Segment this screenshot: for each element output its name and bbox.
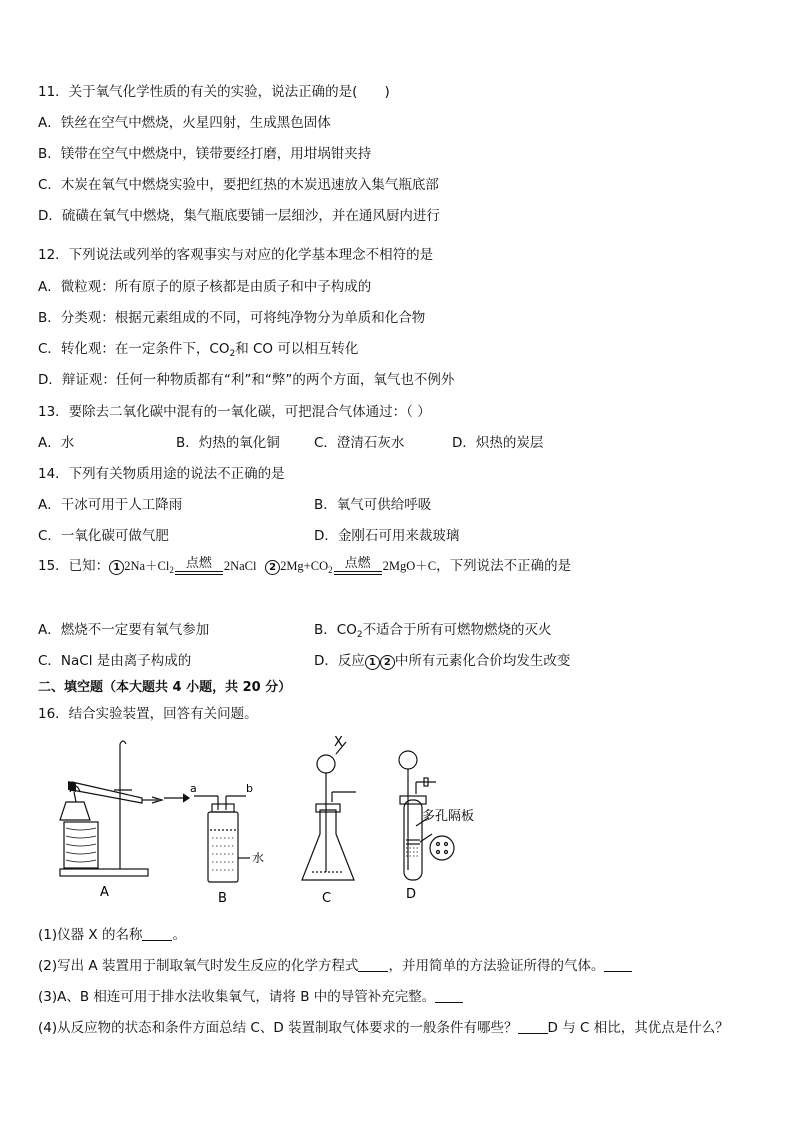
label-a-fig: A xyxy=(100,885,109,900)
q13-stem: 13．要除去二氧化碳中混有的一氧化碳，可把混合气体通过：（ ） xyxy=(38,404,431,420)
q13-option-b: B．灼热的氧化铜 xyxy=(176,435,280,451)
stand-base xyxy=(60,869,148,876)
q14-option-d: D．金刚石可用来裁玻璃 xyxy=(314,528,460,544)
label-d-fig: D xyxy=(406,887,417,902)
label-x: X xyxy=(334,735,343,750)
q11-stem: 11．关于氧气化学性质的有关的实验，说法正确的是( ) xyxy=(38,84,390,100)
q16-part-3: (3)A、B 相连可用于排水法收集氧气，请将 B 中的导管补充完整。 xyxy=(38,988,463,1006)
q12-option-a: A．微粒观：所有原子的原子核都是由质子和中子构成的 xyxy=(38,279,372,295)
q13-option-d: D．炽热的炭层 xyxy=(452,435,544,451)
label-porous-plate: 多孔隔板 xyxy=(422,809,475,824)
q11-option-c: C．木炭在氧气中燃烧实验中，要把红热的木炭迅速放入集气瓶底部 xyxy=(38,177,439,193)
section-title: 二、填空题（本大题共 4 小题，共 20 分） xyxy=(38,680,292,695)
q15-option-a: A．燃烧不一定要有氧气参加 xyxy=(38,622,210,638)
label-b-fig: B xyxy=(218,891,227,906)
q16-stem: 16．结合实验装置，回答有关问题。 xyxy=(38,706,258,722)
q15-option-b: B．$CO_2$不适合于所有可燃物燃烧的灭火 xyxy=(314,622,552,640)
q11-option-a: A．铁丝在空气中燃烧，火星四射，生成黑色固体 xyxy=(38,115,331,131)
label-port-b: b xyxy=(246,782,253,795)
q15-stem: 15．已知： 1 $2Na+Cl_2$ 点燃 2NaCl 2 $2Mg+CO_2$ 点燃 2MgO＋C，下列说法不正确的是 xyxy=(38,556,571,580)
reaction-arrow-2: 点燃 xyxy=(334,557,382,580)
q11-option-d: D．硫磺在氧气中燃烧，集气瓶底要铺一层细沙，并在通风厨内进行 xyxy=(38,208,440,224)
q13-option-a: A．水 xyxy=(38,435,75,451)
q16-part-2: (2)写出 A 装置用于制取氧气时发生反应的化学方程式 ，并用简单的方法验证所得的气体。 xyxy=(38,957,632,975)
circle-number-2: 2 xyxy=(265,560,280,575)
q12-option-c: C．转化观：在一定条件下，$CO_2$和 CO 可以相互转化 xyxy=(38,341,359,359)
label-port-a: a xyxy=(190,782,197,795)
apparatus-figure xyxy=(50,730,510,910)
reaction-arrow-1: 点燃 xyxy=(175,557,223,580)
label-water: 水 xyxy=(252,851,265,865)
q11-option-b: B．镁带在空气中燃烧中，镁带要经打磨，用坩埚钳夹持 xyxy=(38,146,372,162)
q15-option-d: D．反应 1 2 中所有元素化合价均发生改变 xyxy=(314,653,571,669)
q14-option-c: C．一氧化碳可做气肥 xyxy=(38,528,169,544)
q12-option-b: B．分类观：根据元素组成的不同，可将纯净物分为单质和化合物 xyxy=(38,310,426,326)
test-tube xyxy=(72,782,142,803)
q14-option-a: A．干冰可用于人工降雨 xyxy=(38,497,183,513)
q16-part-1: (1)仪器 X 的名称 。 xyxy=(38,927,186,943)
q12-option-d: D．辩证观：任何一种物质都有“利”和“弊”的两个方面，氧气也不例外 xyxy=(38,372,455,388)
q14-stem: 14．下列有关物质用途的说法不正确的是 xyxy=(38,466,285,482)
circle-number-1: 1 xyxy=(109,560,124,575)
q12-stem: 12．下列说法或列举的客观事实与对应的化学基本理念不相符的是 xyxy=(38,247,434,263)
label-c-fig: C xyxy=(322,891,332,906)
q15-option-c: C．NaCl 是由离子构成的 xyxy=(38,653,192,669)
q14-option-b: B．氧气可供给呼吸 xyxy=(314,497,432,513)
q16-part-4: (4)从反应物的状态和条件方面总结 C、D 装置制取气体要求的一般条件有哪些？ D 与 C 相比，其优点是什么？ xyxy=(38,1020,729,1036)
q13-option-c: C．澄清石灰水 xyxy=(314,435,405,451)
